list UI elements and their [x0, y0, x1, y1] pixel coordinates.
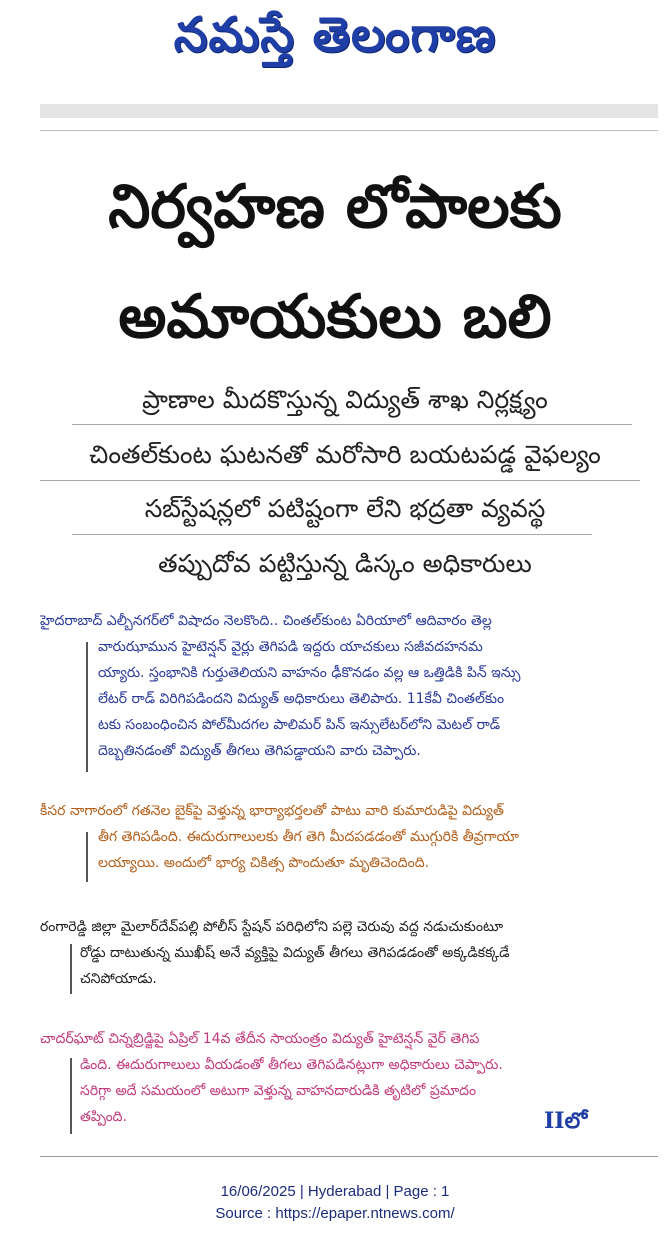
- byline: IIలో: [544, 1108, 588, 1134]
- paragraph-keesara: [40, 798, 630, 876]
- paragraph-line: రోడ్డు దాటుతున్న ముఖీష్ అనే వ్యక్తిపై విద్యుత్ తీగలు తెగిపడడంతో అక్కడికక్కడే: [80, 945, 510, 961]
- subhead-2: చింతల్‌కుంట ఘటనతో మరోసారి బయటపడ్డ వైఫల్యం: [89, 440, 601, 469]
- subhead-4: తప్పుదోవ పట్టిస్తున్న డిస్కం అధికారులు: [158, 549, 532, 578]
- subhead-rule-3: [72, 534, 592, 535]
- paragraph-4-bar: [70, 1058, 72, 1134]
- paragraph-line: చనిపోయాడు.: [80, 971, 157, 987]
- paragraph-line: తప్పింది.: [80, 1109, 128, 1125]
- paragraph-line: హైదరాబాద్ ఎల్బీనగర్‌లో విషాదం నెలకొంది.. చింతల్‌కుంట ఏరియాలో ఆదివారం తెల్ల: [40, 613, 492, 629]
- subhead-rule-1: [72, 424, 632, 425]
- paragraph-line: దెబ్బతినడంతో విద్యుత్ తీగలు తెగిపడ్డాయని వారు చెప్పారు.: [98, 743, 421, 759]
- masthead-band: [40, 104, 658, 118]
- footer-rule: [40, 1156, 658, 1157]
- masthead-rule: [40, 130, 658, 131]
- masthead-title: నమస్తే తెలంగాణ: [173, 7, 497, 63]
- paragraph-line: సరిగ్గా అదే సమయంలో అటుగా వెళ్తున్న వాహనదారుడికి తృటిలో ప్రమాదం: [80, 1083, 477, 1099]
- subhead-1: ప్రాణాల మీదకొస్తున్న విద్యుత్ శాఖ నిర్లక్ష్యం: [142, 385, 548, 414]
- paragraph-2-bar: [86, 832, 88, 882]
- paragraph-1-bar: [86, 642, 88, 772]
- subhead-rule-2: [40, 480, 640, 481]
- paragraph-line: డింది. ఈదురుగాలులు వీయడంతో తీగలు తెగిపడినట్లుగా అధికారులు చెప్పారు.: [80, 1057, 503, 1073]
- masthead: [0, 0, 670, 82]
- paragraph-line: రంగారెడ్డి జిల్లా మైలార్‌దేవ్‌పల్లి పోలీస్ స్టేషన్ పరిధిలోని పల్లె చెరువు వద్ద నడుచుకుంటూ: [40, 919, 504, 935]
- paragraph-line: టకు సంబంధించిన పోల్‌మీదగల పాలిమర్ పిన్ ఇన్సులేటర్‌లోని మెటల్ రాడ్: [98, 717, 501, 733]
- paragraph-line: చాదర్‌ఘాట్ చిన్నబ్రిడ్జిపై ఏప్రిల్ 14వ తేదీన సాయంత్రం విద్యుత్ హైటెన్షన్ వైర్ తెగిప: [40, 1031, 480, 1047]
- footer-date-edition: 16/06/2025 | Hyderabad | Page : 1: [220, 1183, 450, 1200]
- paragraph-3-bar: [70, 944, 72, 994]
- headline-line-2: అమాయకులు బలి: [118, 282, 552, 352]
- footer-source[interactable]: Source : https://epaper.ntnews.com/: [215, 1205, 455, 1222]
- paragraph-line: లేటర్ రాడ్ విరిగిపడిందని విద్యుత్ అధికారులు తెలిపారు. 11కేవీ చింతల్‌కుం: [98, 691, 505, 707]
- paragraph-line: కీసర నాగారంలో గతనెల బైక్‌పై వెళ్తున్న భార్యాభర్తలతో పాటు వారి కుమారుడిపై విద్యుత్: [40, 803, 504, 819]
- paragraph-line: య్యారు. స్తంభానికి గుర్తుతెలియని వాహనం ఢీకొనడం వల్ల ఆ ఒత్తిడికి పిన్ ఇన్సు: [98, 665, 521, 681]
- paragraph-line: లయ్యాయి. అందులో భార్య చికిత్స పొందుతూ మృతిచెందింది.: [98, 855, 430, 871]
- paragraph-mylardevpally: [40, 914, 630, 992]
- paragraph-chintalkunta: [40, 608, 630, 764]
- subhead-3: సబ్‌స్టేషన్లలో పటిష్టంగా లేని భద్రతా వ్యవస్థ: [144, 494, 546, 523]
- paragraph-chaderghat: [40, 1026, 630, 1130]
- headline-line-1: నిర్వహణ లోపాలకు: [108, 172, 562, 242]
- paragraph-line: తీగ తెగిపడింది. ఈదురుగాలులకు తీగ తెగి మీదపడడంతో ముగ్గురికి తీవ్రగాయా: [98, 829, 520, 845]
- paragraph-line: వారుఝామున హైటెన్షన్ వైర్లు తెగిపడి ఇద్దరు యాచకులు సజీవదహనమ: [98, 639, 483, 655]
